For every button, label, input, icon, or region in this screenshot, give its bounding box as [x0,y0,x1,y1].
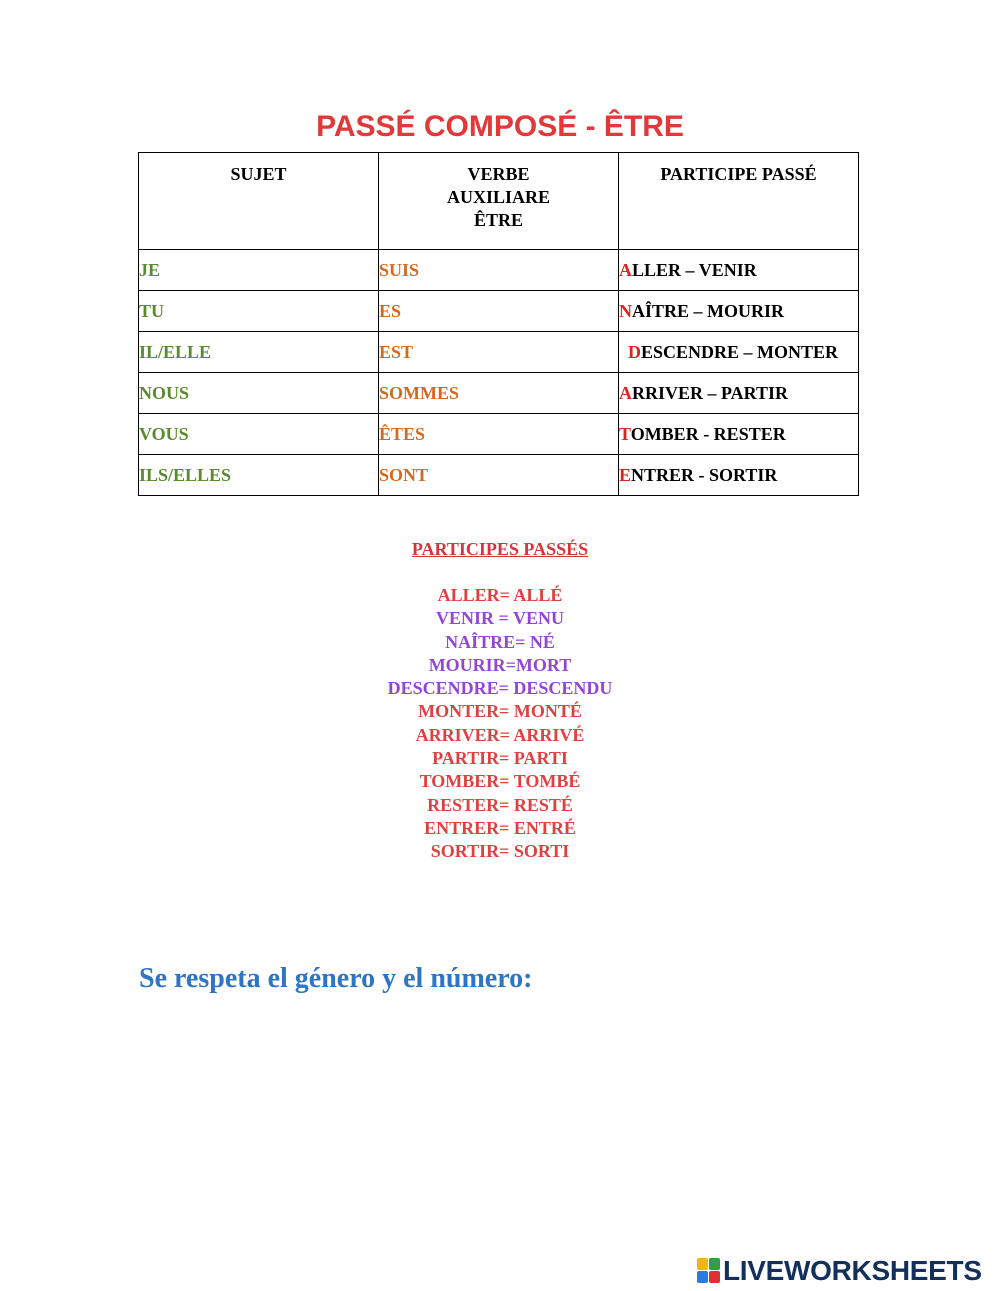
mnemonic-initial: D [628,341,641,362]
table-row [139,373,859,414]
table-row [139,332,859,373]
participle-text: AÎTRE – MOURIR [632,300,785,321]
subject-cell: IL/ELLE [139,332,379,373]
participle-item: PARTIR= PARTI [432,748,568,769]
table-row [139,291,859,332]
subject-cell: TU [139,291,379,332]
participle-item: TOMBER= TOMBÉ [419,771,581,792]
subject-cell: NOUS [139,373,379,414]
header-participle: PARTICIPE PASSÉ [619,153,859,250]
liveworksheets-brand [697,1255,982,1287]
header-verb [379,153,619,250]
header-verb-line: ÊTRE [473,210,524,230]
participle-item: MONTER= MONTÉ [418,701,582,722]
mnemonic-initial: A [619,259,632,280]
logo-square [709,1258,720,1270]
participle-item: DESCENDRE= DESCENDU [387,678,613,699]
verb-cell: ÊTES [379,414,619,455]
participle-cell [619,250,859,291]
logo-square [709,1271,720,1283]
participles-section-title: PARTICIPES PASSÉS [411,539,589,559]
conjugation-table [138,152,859,496]
participle-item: RESTER= RESTÉ [427,794,573,815]
participle-cell [619,332,859,373]
participle-text: ESCENDRE – MONTER [641,341,839,362]
verb-cell: EST [379,332,619,373]
liveworksheets-logo-icon [697,1258,721,1284]
mnemonic-initial: E [619,464,632,485]
mnemonic-initial: N [619,300,632,321]
page-title: PASSÉ COMPOSÉ - ÊTRE [316,110,684,143]
participle-item: NAÎTRE= NÉ [445,631,555,652]
table-row [139,250,859,291]
verb-cell: SOMMES [379,373,619,414]
participle-item: ARRIVER= ARRIVÉ [415,724,585,745]
participle-cell [619,414,859,455]
table-header-row [139,153,859,250]
subject-cell: VOUS [139,414,379,455]
header-subject: SUJET [139,153,379,250]
logo-square [697,1258,708,1270]
logo-square [697,1271,708,1283]
participle-text: LLER – VENIR [632,259,757,280]
participle-item: ENTRER= ENTRÉ [424,817,576,838]
verb-cell: SONT [379,455,619,496]
participle-text: RRIVER – PARTIR [632,382,789,403]
header-verb-line: AUXILIARE [446,187,551,207]
participle-item: SORTIR= SORTI [430,841,570,862]
participle-text: NTRER - SORTIR [631,464,778,485]
table-row [139,455,859,496]
subject-cell: ILS/ELLES [139,455,379,496]
participles-list [0,584,1000,864]
participle-item: VENIR = VENU [436,608,564,629]
participle-text: OMBER - RESTER [630,423,786,444]
header-verb-line: VERBE [467,164,530,184]
verb-cell: ES [379,291,619,332]
participle-cell [619,373,859,414]
mnemonic-initial: A [619,382,632,403]
participle-item: ALLER= ALLÉ [437,585,563,605]
verb-cell: SUIS [379,250,619,291]
participle-item: MOURIR=MORT [428,654,572,675]
table-row [139,414,859,455]
gender-number-note: Se respeta el género y el número: [139,963,533,994]
participle-cell [619,291,859,332]
brand-name: LIVEWORKSHEETS [723,1255,982,1286]
participle-cell [619,455,859,496]
mnemonic-initial: T [619,423,631,444]
subject-cell: JE [139,250,379,291]
